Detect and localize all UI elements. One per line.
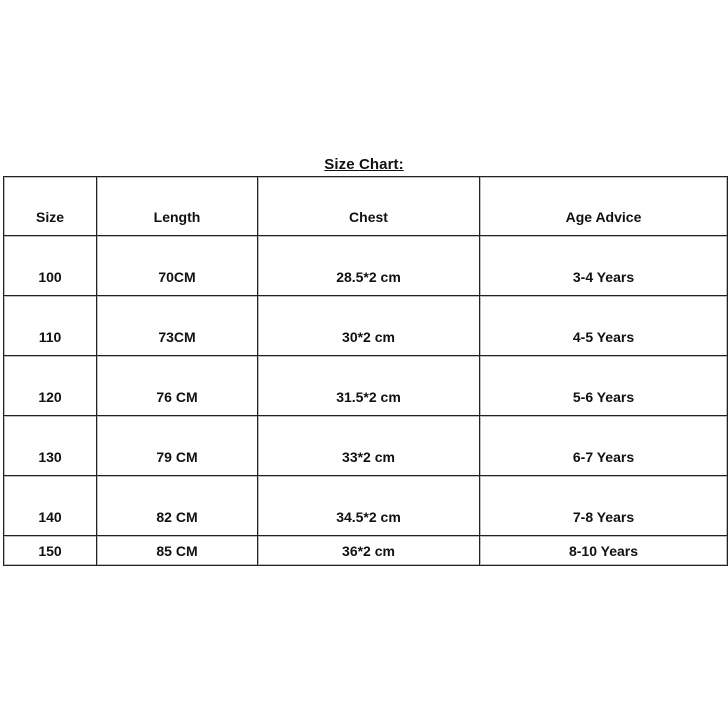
table-row bbox=[4, 296, 727, 356]
table-row bbox=[4, 416, 727, 476]
cell-age-advice: 7-8 Years bbox=[480, 476, 727, 536]
cell-size: 120 bbox=[4, 356, 97, 416]
cell-size: 100 bbox=[4, 236, 97, 296]
cell-age-advice: 6-7 Years bbox=[480, 416, 727, 476]
cell-length: 70CM bbox=[97, 236, 258, 296]
table-row bbox=[4, 536, 727, 565]
cell-age-advice: 4-5 Years bbox=[480, 296, 727, 356]
header-chest: Chest bbox=[258, 177, 480, 236]
size-chart-table bbox=[3, 176, 728, 566]
cell-age-advice: 5-6 Years bbox=[480, 356, 727, 416]
header-age-advice: Age Advice bbox=[480, 177, 727, 236]
size-chart-title: Size Chart: bbox=[324, 156, 404, 173]
cell-size: 140 bbox=[4, 476, 97, 536]
cell-chest: 36*2 cm bbox=[258, 536, 480, 565]
cell-size: 150 bbox=[4, 536, 97, 565]
table-row bbox=[4, 356, 727, 416]
cell-size: 110 bbox=[4, 296, 97, 356]
cell-chest: 33*2 cm bbox=[258, 416, 480, 476]
header-length: Length bbox=[97, 177, 258, 236]
table-row bbox=[4, 236, 727, 296]
cell-length: 79 CM bbox=[97, 416, 258, 476]
cell-chest: 34.5*2 cm bbox=[258, 476, 480, 536]
cell-length: 82 CM bbox=[97, 476, 258, 536]
cell-chest: 31.5*2 cm bbox=[258, 356, 480, 416]
cell-length: 76 CM bbox=[97, 356, 258, 416]
table-row bbox=[4, 476, 727, 536]
cell-length: 73CM bbox=[97, 296, 258, 356]
cell-length: 85 CM bbox=[97, 536, 258, 565]
cell-age-advice: 3-4 Years bbox=[480, 236, 727, 296]
cell-age-advice: 8-10 Years bbox=[480, 536, 727, 565]
header-size: Size bbox=[4, 177, 97, 236]
cell-chest: 28.5*2 cm bbox=[258, 236, 480, 296]
cell-size: 130 bbox=[4, 416, 97, 476]
cell-chest: 30*2 cm bbox=[258, 296, 480, 356]
table-header-row bbox=[4, 177, 727, 236]
